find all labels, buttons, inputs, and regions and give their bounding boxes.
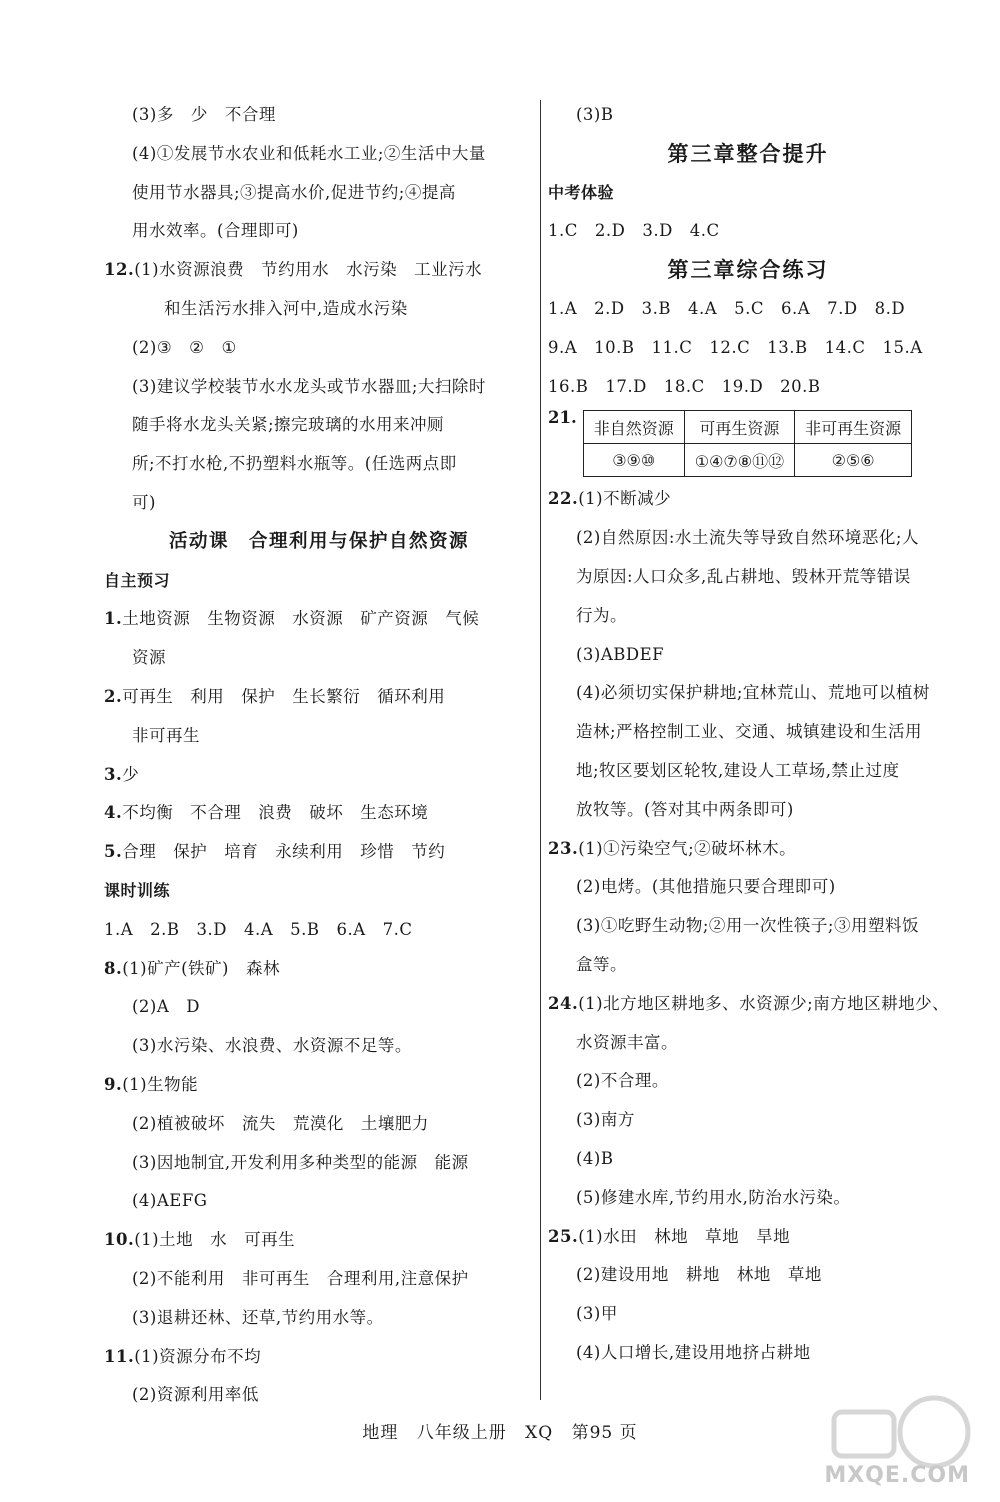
answer-line [548, 1334, 948, 1373]
answer-line [548, 791, 948, 830]
answer-line [104, 639, 534, 678]
question-number: 4. [104, 803, 123, 823]
line-text: 课时训练 [104, 880, 171, 900]
line-text: 活动课 合理利用与保护自然资源 [168, 530, 469, 552]
watermark-logo [814, 1382, 974, 1492]
answer-line [548, 985, 948, 1024]
left-column [104, 96, 534, 1415]
header-renewable: 可再生资源 [684, 411, 794, 444]
answer-line [104, 794, 534, 833]
question-number: 25. [548, 1226, 579, 1246]
question-number: 23. [548, 838, 579, 858]
line-text: 合理 保护 培育 永续利用 珍惜 节约 [122, 842, 446, 862]
answer-line [104, 1027, 534, 1066]
line-text: (2)不合理。 [576, 1071, 669, 1091]
section-title [104, 523, 534, 562]
table-row [583, 444, 911, 477]
line-text: (3)①吃野生动物;②用一次性筷子;③用塑料饭 [576, 916, 919, 936]
line-text: (3)多 少 不合理 [132, 105, 276, 124]
line-text: 地;牧区要划区轮牧,建设人工草场,禁止过度 [576, 760, 900, 780]
line-text: 第三章综合练习 [667, 257, 829, 283]
line-text: (4)人口增长,建设用地挤占耕地 [576, 1342, 811, 1362]
footer-grade: 八年级上册 [416, 1423, 507, 1443]
answer-line [548, 752, 948, 791]
line-text: (1)①污染空气;②破坏林木。 [578, 838, 797, 858]
answer-line [548, 96, 948, 135]
answer-line [548, 1179, 948, 1218]
line-text: 行为。 [576, 605, 627, 625]
answer-line [104, 1260, 534, 1299]
answer-line [548, 480, 948, 519]
answer-line [104, 212, 534, 251]
answer-line [104, 1182, 534, 1221]
line-text: (5)修建水库,节约用水,防治水污染。 [576, 1187, 851, 1207]
line-text: 1.A 2.D 3.B 4.A 5.C 6.A 7.D 8.D [548, 298, 906, 318]
question-21 [548, 406, 948, 480]
answer-line [104, 368, 534, 407]
line-text: (4)B [576, 1148, 614, 1168]
answer-line [104, 1105, 534, 1144]
line-text: (1)水田 林地 草地 旱地 [578, 1226, 791, 1246]
line-text: (2)不能利用 非可再生 合理利用,注意保护 [132, 1268, 469, 1288]
answer-line [104, 329, 534, 368]
header-non-renewable: 非可再生资源 [795, 411, 912, 444]
answer-line [548, 674, 948, 713]
line-text: (1)生物能 [122, 1074, 199, 1094]
line-text: 少 [122, 764, 140, 784]
line-text: (1)不断减少 [578, 489, 672, 509]
answer-line [104, 406, 534, 445]
footer-edition: XQ [525, 1423, 554, 1443]
answer-line [548, 558, 948, 597]
answer-table [583, 410, 912, 477]
answer-line [548, 946, 948, 985]
line-text: (3)因地制宜,开发利用多种类型的能源 能源 [132, 1152, 469, 1172]
line-text: 水资源丰富。 [576, 1032, 678, 1052]
answer-line [104, 1066, 534, 1105]
line-text: 盒等。 [576, 954, 627, 974]
cell-non-natural: ③⑨⑩ [583, 444, 684, 477]
line-text: 16.B 17.D 18.C 19.D 20.B [548, 376, 821, 396]
line-text: 为原因:人口众多,乱占耕地、毁林开荒等错误 [576, 566, 911, 586]
line-text: 资源 [132, 648, 166, 668]
answer-line [548, 519, 948, 558]
line-text: 造林;严格控制工业、交通、城镇建设和生活用 [576, 722, 923, 742]
answer-line [548, 1218, 948, 1257]
question-number: 3. [104, 764, 123, 784]
answer-line [104, 678, 534, 717]
line-text: 所;不打水枪,不扔塑料水瓶等。(任选两点即 [132, 454, 457, 474]
line-text: (3)ABDEF [576, 644, 665, 664]
line-text: (4)①发展节水农业和低耗水工业;②生活中大量 [132, 143, 486, 163]
line-text: 第三章整合提升 [667, 140, 829, 166]
answer-line [104, 1299, 534, 1338]
question-number: 22. [548, 489, 579, 509]
right-column [548, 96, 948, 1373]
answer-line [104, 1221, 534, 1260]
line-text: (2)③ ② ① [132, 337, 237, 357]
line-text: 放牧等。(答对其中两条即可) [576, 799, 794, 819]
question-number: 1. [104, 609, 123, 629]
line-text: (1)土地 水 可再生 [134, 1230, 296, 1250]
answer-line [104, 988, 534, 1027]
section-heading [104, 562, 534, 601]
line-text: 1.C 2.D 3.D 4.C [548, 221, 720, 241]
question-number: 21. [548, 408, 577, 428]
line-text: (4)必须切实保护耕地;宜林荒山、荒地可以植树 [576, 683, 930, 703]
question-number: 8. [104, 958, 123, 978]
line-text: 可再生 利用 保护 生长繁衍 循环利用 [122, 686, 446, 706]
line-text: 中考体验 [548, 182, 615, 202]
question-number: 12. [104, 260, 135, 280]
line-text: (4)AEFG [132, 1191, 208, 1211]
line-text: (1)资源分布不均 [134, 1346, 262, 1366]
question-number: 9. [104, 1074, 123, 1094]
line-text: 随手将水龙头关紧;擦完玻璃的水用来冲厕 [132, 415, 445, 435]
answer-line [104, 445, 534, 484]
answer-line [548, 830, 948, 869]
answer-line [548, 212, 948, 251]
answer-line [548, 713, 948, 752]
answer-line [104, 600, 534, 639]
answer-line [104, 1144, 534, 1183]
answer-line [548, 1062, 948, 1101]
line-text: (3)退耕还林、还草,节约用水等。 [132, 1307, 384, 1327]
line-text: (3)南方 [576, 1110, 635, 1130]
answer-line [104, 290, 534, 329]
answer-line [548, 329, 948, 368]
line-text: (2)自然原因:水土流失等导致自然环境恶化;人 [576, 528, 919, 548]
line-text: 用水效率。(合理即可) [132, 221, 299, 241]
answer-line [104, 756, 534, 795]
answer-line [548, 636, 948, 675]
line-text: (1)水资源浪费 节约用水 水污染 工业污水 [134, 260, 483, 280]
line-text: (3)水污染、水浪费、水资源不足等。 [132, 1036, 412, 1056]
line-text: (2)植被破坏 流失 荒漠化 土壤肥力 [132, 1113, 429, 1133]
question-number: 10. [104, 1230, 135, 1250]
line-text: 和生活污水排入河中,造成水污染 [164, 298, 408, 318]
question-number: 5. [104, 842, 123, 862]
question-number: 2. [104, 686, 123, 706]
answer-line [104, 251, 534, 290]
answer-line [104, 96, 534, 135]
header-non-natural: 非自然资源 [583, 411, 684, 444]
line-text: 不均衡 不合理 浪费 破坏 生态环境 [122, 803, 429, 823]
cell-renewable: ①④⑦⑧⑪⑫ [684, 444, 794, 477]
answer-line [104, 484, 534, 523]
footer-subject: 地理 [362, 1423, 399, 1443]
question-number: 24. [548, 993, 579, 1013]
answer-line [548, 597, 948, 636]
answer-line [104, 950, 534, 989]
section-title [548, 135, 948, 174]
answer-line [548, 868, 948, 907]
right-column-bottom [548, 480, 948, 1372]
line-text: 自主预习 [104, 570, 171, 590]
column-divider [540, 100, 541, 1400]
line-text: (3)建议学校装节水水龙头或节水器皿;大扫除时 [132, 376, 486, 396]
line-text: (1)北方地区耕地多、水资源少;南方地区耕地少、 [578, 993, 950, 1013]
answer-line [104, 833, 534, 872]
answer-line [548, 1101, 948, 1140]
footer-page: 第95 页 [571, 1423, 638, 1443]
line-text: 可) [132, 492, 156, 512]
answer-line [104, 717, 534, 756]
line-text: 使用节水器具;③提高水价,促进节约;④提高 [132, 182, 456, 202]
line-text: (1)矿产(铁矿) 森林 [122, 958, 280, 978]
line-text: 非可再生 [132, 725, 200, 745]
line-text: (3)甲 [576, 1304, 618, 1324]
section-heading [104, 872, 534, 911]
answer-line [104, 911, 534, 950]
cell-non-renewable: ②⑤⑥ [795, 444, 912, 477]
answer-line [548, 1140, 948, 1179]
line-text: (2)建设用地 耕地 林地 草地 [576, 1265, 822, 1285]
answer-line [104, 1376, 534, 1415]
question-number: 11. [104, 1346, 135, 1366]
section-title [548, 251, 948, 290]
line-text: (3)B [576, 105, 614, 124]
table-header-row [583, 411, 911, 444]
answer-line [104, 1338, 534, 1377]
answer-line [548, 1024, 948, 1063]
right-column-top [548, 96, 948, 406]
line-text: 1.A 2.B 3.D 4.A 5.B 6.A 7.C [104, 919, 413, 939]
line-text: (2)电烤。(其他措施只要合理即可) [576, 877, 836, 897]
section-heading [548, 174, 948, 213]
line-text: 9.A 10.B 11.C 12.C 13.B 14.C 15.A [548, 337, 923, 357]
watermark-text: MXQE.COM [824, 1463, 970, 1488]
line-text: (2)A D [132, 997, 201, 1017]
line-text: 土地资源 生物资源 水资源 矿产资源 气候 [122, 609, 480, 629]
answer-line [104, 174, 534, 213]
answer-line [104, 135, 534, 174]
answer-line [548, 368, 948, 407]
answer-line [548, 290, 948, 329]
answer-line [548, 907, 948, 946]
line-text: (2)资源利用率低 [132, 1385, 259, 1405]
answer-line [548, 1256, 948, 1295]
answer-line [548, 1295, 948, 1334]
